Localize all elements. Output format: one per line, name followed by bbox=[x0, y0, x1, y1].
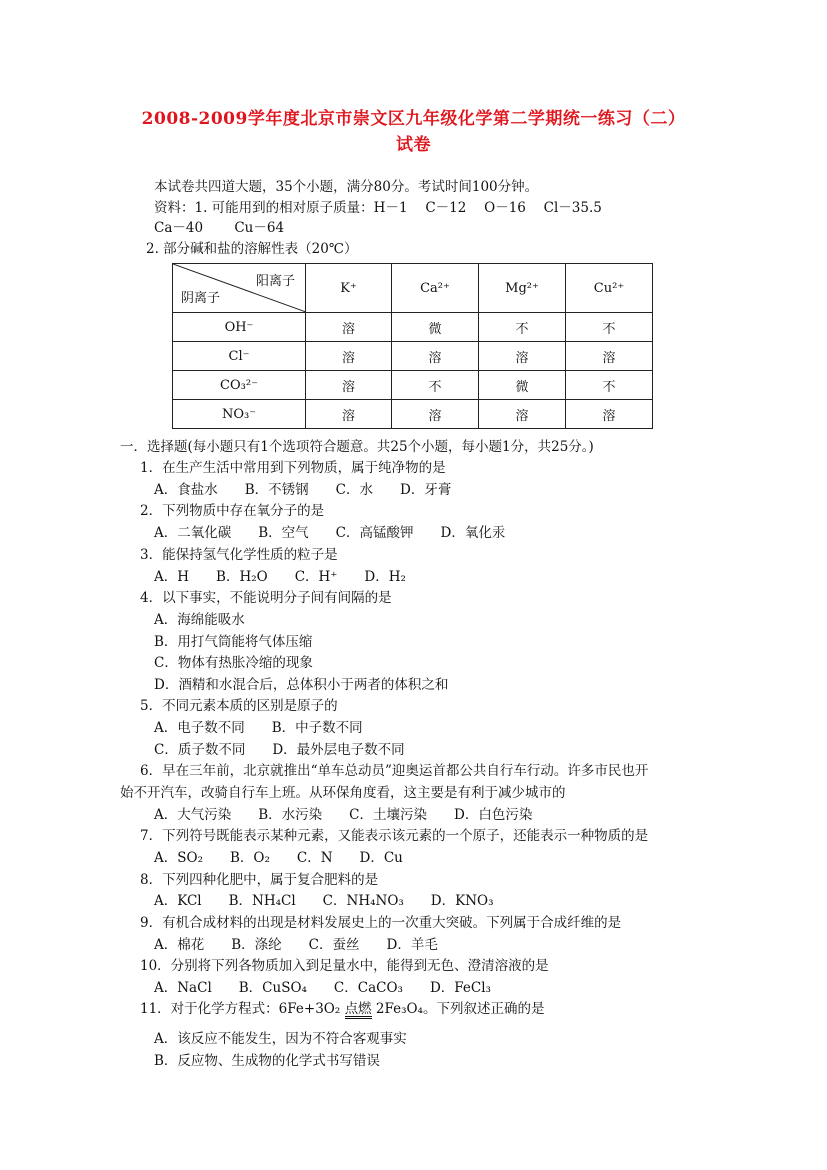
table-cell: 溶 bbox=[306, 400, 392, 429]
question-stem: 1．在生产生活中常用到下列物质，属于纯净物的是 bbox=[140, 460, 446, 476]
cation-header: Cu²⁺ bbox=[566, 264, 653, 313]
question-option: A．该反应不能发生，因为不符合客观事实 bbox=[154, 1031, 407, 1047]
question-stem-equation bbox=[140, 1000, 544, 1019]
question-stem: 6．早在三年前，北京就推出“单车总动员”迎奥运首都公共自行车行动。许多市民也开 bbox=[140, 763, 649, 779]
table-cell: 溶 bbox=[566, 400, 653, 429]
table-cell: 溶 bbox=[306, 313, 392, 342]
table-row bbox=[173, 400, 653, 429]
question-option: C．物体有热胀冷缩的现象 bbox=[154, 655, 313, 671]
table-row bbox=[173, 371, 653, 400]
table-header-row bbox=[173, 264, 653, 313]
equation-suffix: 2Fe₃O₄。下列叙述正确的是 bbox=[375, 1001, 545, 1017]
anion-header: NO₃⁻ bbox=[173, 400, 306, 429]
equation-prefix: 11．对于化学方程式：6Fe+3O₂ bbox=[140, 1001, 341, 1017]
question-stem: 3．能保持氢气化学性质的粒子是 bbox=[140, 547, 338, 563]
table-cell: 微 bbox=[392, 313, 479, 342]
question-stem: 9．有机合成材料的出现是材料发展史上的一次重大突破。下列属于合成纤维的是 bbox=[140, 915, 622, 931]
question-options: A．SO₂ B．O₂ C．N D．Cu bbox=[154, 850, 403, 866]
question-options: A．NaCl B．CuSO₄ C．CaCO₃ D．FeCl₃ bbox=[154, 980, 491, 996]
question-option: D．酒精和水混合后，总体积小于两者的体积之和 bbox=[154, 677, 449, 693]
reaction-condition: 点燃 bbox=[344, 1001, 372, 1017]
anion-header: CO₃²⁻ bbox=[173, 371, 306, 400]
intro-line: Ca－40 Cu－64 bbox=[154, 220, 285, 236]
anion-label: 阴离子 bbox=[181, 291, 221, 306]
table-cell: 不 bbox=[479, 313, 566, 342]
question-options: A．大气污染 B．水污染 C．土壤污染 D．白色污染 bbox=[154, 807, 533, 823]
question-options: A．KCl B．NH₄Cl C．NH₄NO₃ D．KNO₃ bbox=[154, 893, 494, 909]
question-stem: 2．下列物质中存在氧分子的是 bbox=[140, 503, 325, 519]
table-cell: 不 bbox=[566, 371, 653, 400]
intro-line: 2. 部分碱和盐的溶解性表（20℃） bbox=[146, 241, 358, 257]
intro-line: 本试卷共四道大题，35个小题，满分80分。考试时间100分钟。 bbox=[154, 179, 539, 195]
question-options: A．棉花 B．涤纶 C．蚕丝 D．羊毛 bbox=[154, 937, 438, 953]
anion-header: OH⁻ bbox=[173, 313, 306, 342]
question-option: A．海绵能吸水 bbox=[154, 612, 245, 628]
question-stem: 4．以下事实，不能说明分子间有间隔的是 bbox=[140, 590, 392, 606]
table-cell: 溶 bbox=[479, 400, 566, 429]
table-row bbox=[173, 313, 653, 342]
table-row bbox=[173, 342, 653, 371]
question-option: B．用打气筒能将气体压缩 bbox=[154, 634, 313, 650]
question-stem: 7．下列符号既能表示某种元素，又能表示该元素的一个原子，还能表示一种物质的是 bbox=[140, 828, 649, 844]
question-options: A．电子数不同 B．中子数不同 bbox=[154, 720, 363, 736]
question-stem: 5．不同元素本质的区别是原子的 bbox=[140, 698, 338, 714]
table-cell: 溶 bbox=[306, 371, 392, 400]
question-stem-continued: 始不开汽车，改骑自行车上班。从环保角度看，这主要是有利于减少城市的 bbox=[120, 785, 566, 801]
exam-title-line2: 试卷 bbox=[396, 135, 431, 155]
question-options: C．质子数不同 D．最外层电子数不同 bbox=[154, 742, 405, 758]
cation-label: 阳离子 bbox=[255, 274, 295, 289]
question-option: B．反应物、生成物的化学式书写错误 bbox=[154, 1053, 380, 1069]
table-corner-cell bbox=[173, 264, 306, 313]
table-cell: 溶 bbox=[392, 342, 479, 371]
question-stem: 10．分别将下列各物质加入到足量水中，能得到无色、澄清溶液的是 bbox=[140, 958, 549, 974]
exam-title: 2008-2009学年度北京市崇文区九年级化学第二学期统一练习（二） bbox=[141, 109, 686, 129]
question-options: A．H B．H₂O C．H⁺ D．H₂ bbox=[154, 569, 406, 585]
anion-header: Cl⁻ bbox=[173, 342, 306, 371]
question-options: A．食盐水 B．不锈钢 C．水 D．牙膏 bbox=[154, 482, 452, 498]
table-cell: 不 bbox=[392, 371, 479, 400]
table-cell: 溶 bbox=[566, 342, 653, 371]
question-options: A．二氧化碳 B．空气 C．高锰酸钾 D．氧化汞 bbox=[154, 525, 506, 541]
question-stem: 8．下列四种化肥中，属于复合肥料的是 bbox=[140, 872, 379, 888]
section-heading: 一．选择题(每小题只有1个选项符合题意。共25个小题，每小题1分，共25分。) bbox=[120, 439, 594, 455]
table-cell: 溶 bbox=[479, 342, 566, 371]
table-cell: 溶 bbox=[392, 400, 479, 429]
solubility-table bbox=[172, 263, 653, 429]
table-cell: 微 bbox=[479, 371, 566, 400]
intro-line: 资料：1. 可能用到的相对原子质量：H－1 C－12 O－16 Cl－35.5 bbox=[154, 200, 602, 216]
cation-header: Mg²⁺ bbox=[479, 264, 566, 313]
table-cell: 不 bbox=[566, 313, 653, 342]
cation-header: K⁺ bbox=[306, 264, 392, 313]
table-cell: 溶 bbox=[306, 342, 392, 371]
cation-header: Ca²⁺ bbox=[392, 264, 479, 313]
